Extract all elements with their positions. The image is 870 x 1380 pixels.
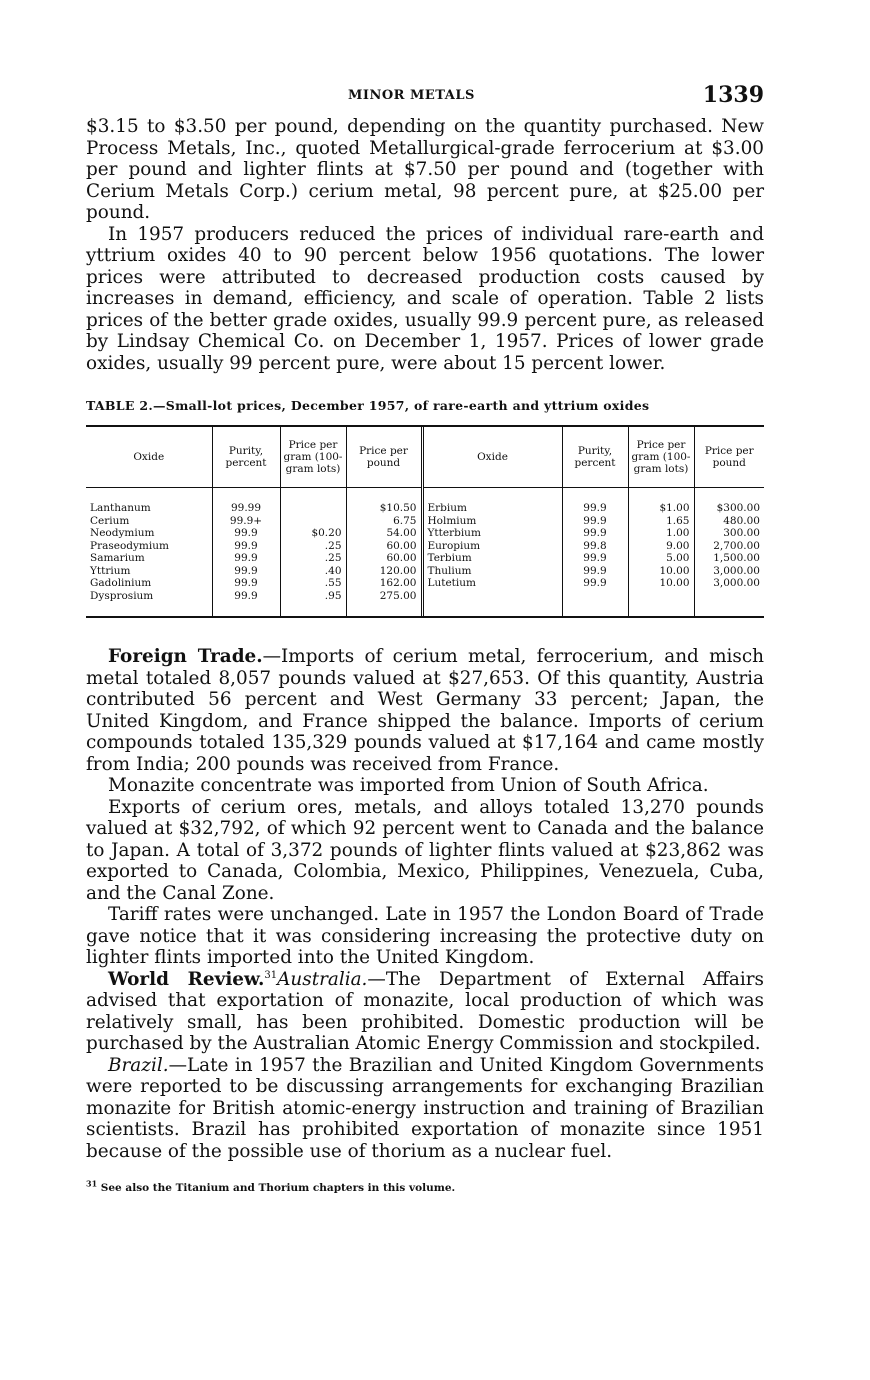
cell-price-gram: 1.65 bbox=[628, 515, 694, 528]
col-header-oxide: Oxide bbox=[86, 427, 212, 488]
cell-purity: 99.9 bbox=[212, 590, 280, 617]
footnote bbox=[86, 1178, 764, 1194]
table-row bbox=[86, 590, 764, 617]
cell-price-gram bbox=[280, 515, 346, 528]
col-header-purity: Purity, percent bbox=[562, 427, 628, 488]
section-heading-world-review: World Review. bbox=[108, 968, 265, 990]
running-head-title: MINOR METALS bbox=[348, 88, 475, 103]
table-row bbox=[86, 540, 764, 553]
cell-oxide: Cerium bbox=[90, 514, 130, 527]
cell-price-pound: 60.00 bbox=[346, 540, 422, 553]
cell-price-pound bbox=[694, 590, 764, 617]
paragraph-foreign-trade bbox=[86, 646, 764, 775]
cell-oxide: Gadolinium bbox=[90, 577, 152, 589]
cell-oxide: Ytterbium bbox=[422, 527, 562, 540]
cell-price-gram: .40 bbox=[280, 565, 346, 578]
col-header-price-gram: Price per gram (100-gram lots) bbox=[280, 427, 346, 488]
col-header-price-gram: Price per gram (100-gram lots) bbox=[628, 427, 694, 488]
table-row bbox=[86, 488, 764, 515]
col-header-price-pound: Price per pound bbox=[346, 427, 422, 488]
cell-price-gram: $1.00 bbox=[628, 488, 694, 515]
cell-oxide: Holmium bbox=[422, 515, 562, 528]
cell-purity: 99.9 bbox=[212, 552, 280, 565]
cell-price-gram: 10.00 bbox=[628, 577, 694, 590]
footnote-number: 31 bbox=[86, 1178, 98, 1189]
cell-price-pound: 1,500.00 bbox=[694, 552, 764, 565]
cell-oxide: Praseodymium bbox=[90, 539, 169, 552]
australia-text: —The Department of External Affairs advised that exportation of monazite, local production of which was relatively small, has been prohibited. Domestic production will be purchased by the Australian Atomic Energy Commission and stockpiled. bbox=[86, 968, 764, 1054]
table-row bbox=[86, 565, 764, 578]
brazil-text: —Late in 1957 the Brazilian and United Kingdom Governments were reported to be discussing arrangements for exchanging Brazilian monazite for British atomic-energy instruction and training of Brazilian scientists. Brazil has prohibited exportation of monazite since 1951 because of the possible use of thorium as a nuclear fuel. bbox=[86, 1054, 764, 1162]
cell-purity: 99.9+ bbox=[212, 515, 280, 528]
cell-price-gram: .55 bbox=[280, 577, 346, 590]
cell-purity: 99.9 bbox=[212, 540, 280, 553]
cell-purity: 99.9 bbox=[212, 527, 280, 540]
cell-oxide: Europium bbox=[422, 540, 562, 553]
table-header-row bbox=[86, 427, 764, 488]
cell-purity: 99.99 bbox=[212, 488, 280, 515]
cell-price-gram: .95 bbox=[280, 590, 346, 617]
table-body bbox=[86, 488, 764, 617]
footnote-text: See also the Titanium and Thorium chapters in this volume. bbox=[100, 1182, 456, 1194]
cell-oxide: Dysprosium bbox=[90, 589, 154, 602]
cell-price-pound: $300.00 bbox=[694, 488, 764, 515]
col-header-oxide: Oxide bbox=[422, 427, 562, 488]
cell-purity: 99.9 bbox=[562, 577, 628, 590]
cell-price-gram bbox=[280, 488, 346, 515]
foreign-trade-text: —Imports of cerium metal, ferrocerium, and misch metal totaled 8,057 pounds valued at $27,653. Of this quantity, Austria contributed 56 percent and West Germany 33 percent; Japan, the United Kingdom, and France shipped the balance. Imports of cerium compounds totaled 135,329 pounds valued at $17,164 and came mostly from India; 200 pounds was received from France. bbox=[86, 646, 764, 775]
cell-price-gram: 9.00 bbox=[628, 540, 694, 553]
cell-purity: 99.8 bbox=[562, 540, 628, 553]
table-row bbox=[86, 552, 764, 565]
cell-price-pound: 54.00 bbox=[346, 527, 422, 540]
cell-purity: 99.9 bbox=[562, 552, 628, 565]
cell-purity: 99.9 bbox=[212, 565, 280, 578]
cell-purity: 99.9 bbox=[562, 527, 628, 540]
footnote-ref: 31 bbox=[264, 969, 278, 981]
country-label-australia: Australia. bbox=[277, 968, 368, 990]
cell-oxide: Lanthanum bbox=[90, 502, 151, 514]
cell-price-gram: 1.00 bbox=[628, 527, 694, 540]
cell-price-gram: $0.20 bbox=[280, 527, 346, 540]
paragraph-monazite-imports: Monazite concentrate was imported from Union of South Africa. bbox=[108, 775, 709, 796]
cell-oxide: Yttrium bbox=[90, 564, 131, 577]
table-row bbox=[86, 527, 764, 540]
cell-price-gram: 5.00 bbox=[628, 552, 694, 565]
paragraph-prices-continued: $3.15 to $3.50 per pound, depending on the quantity purchased. New Process Metals, Inc., quoted Metallurgical-grade ferrocerium at $3.00 per pound and lighter flints at $7.50 per pound and (together with Cerium Metals Corp.) cerium metal, 98 percent pure, at $25.00 per pound. bbox=[86, 116, 764, 223]
cell-price-gram bbox=[628, 590, 694, 617]
cell-price-gram: 10.00 bbox=[628, 565, 694, 578]
col-header-purity: Purity, percent bbox=[212, 427, 280, 488]
cell-price-pound: 480.00 bbox=[694, 515, 764, 528]
cell-oxide: Thulium bbox=[422, 565, 562, 578]
cell-price-gram: .25 bbox=[280, 540, 346, 553]
table-row bbox=[86, 577, 764, 590]
cell-price-gram: .25 bbox=[280, 552, 346, 565]
cell-purity: 99.9 bbox=[212, 577, 280, 590]
cell-oxide: Neodymium bbox=[90, 527, 155, 539]
paragraph-price-reductions: In 1957 producers reduced the prices of individual rare-earth and yttrium oxides 40 to 90 percent below 1956 quotations. The lower prices were attributed to decreased production costs caused by increases in demand, efficiency, and scale of operation. Table 2 lists prices of the better grade oxides, usually 99.9 percent pure, as released by Lindsay Chemical Co. on December 1, 1957. Prices of lower grade oxides, usually 99 percent pure, were about 15 percent lower. bbox=[86, 223, 764, 374]
page bbox=[86, 82, 764, 1194]
cell-price-pound: 3,000.00 bbox=[694, 577, 764, 590]
cell-oxide: Erbium bbox=[422, 488, 562, 515]
table-row bbox=[86, 515, 764, 528]
cell-purity: 99.9 bbox=[562, 565, 628, 578]
section-heading-foreign-trade: Foreign Trade. bbox=[108, 646, 263, 667]
cell-oxide: Terbium bbox=[422, 552, 562, 565]
cell-oxide bbox=[422, 590, 562, 617]
cell-purity: 99.9 bbox=[562, 515, 628, 528]
paragraph-brazil bbox=[86, 1055, 764, 1163]
country-label-brazil: Brazil. bbox=[108, 1054, 169, 1076]
cell-price-pound: 3,000.00 bbox=[694, 565, 764, 578]
cell-purity: 99.9 bbox=[562, 488, 628, 515]
cell-price-pound: 120.00 bbox=[346, 565, 422, 578]
cell-oxide: Lutetium bbox=[422, 577, 562, 590]
cell-price-pound: 6.75 bbox=[346, 515, 422, 528]
running-head bbox=[86, 82, 764, 110]
paragraph-world-review bbox=[86, 969, 764, 1055]
paragraph-exports: Exports of cerium ores, metals, and alloys totaled 13,270 pounds valued at $32,792, of which 92 percent went to Canada and the balance to Japan. A total of 3,372 pounds of lighter flints valued at $23,862 was exported to Canada, Colombia, Mexico, Philippines, Venezuela, Cuba, and the Canal Zone. bbox=[86, 796, 764, 904]
cell-price-pound: 2,700.00 bbox=[694, 540, 764, 553]
cell-price-pound: 60.00 bbox=[346, 552, 422, 565]
price-table bbox=[86, 427, 764, 616]
cell-price-pound: 275.00 bbox=[346, 590, 422, 617]
cell-price-pound: $10.50 bbox=[346, 488, 422, 515]
table-title: TABLE 2.—Small-lot prices, December 1957, of rare-earth and yttrium oxides bbox=[86, 398, 650, 413]
cell-price-pound: 162.00 bbox=[346, 577, 422, 590]
cell-oxide: Samarium bbox=[90, 552, 145, 564]
page-number: 1339 bbox=[702, 82, 764, 108]
paragraph-tariff: Tariff rates were unchanged. Late in 1957 the London Board of Trade gave notice that it was considering increasing the protective duty on lighter flints imported into the United Kingdom. bbox=[86, 904, 764, 968]
col-header-price-pound: Price per pound bbox=[694, 427, 764, 488]
cell-price-pound: 300.00 bbox=[694, 527, 764, 540]
price-table-wrapper bbox=[86, 425, 764, 618]
cell-purity bbox=[562, 590, 628, 617]
